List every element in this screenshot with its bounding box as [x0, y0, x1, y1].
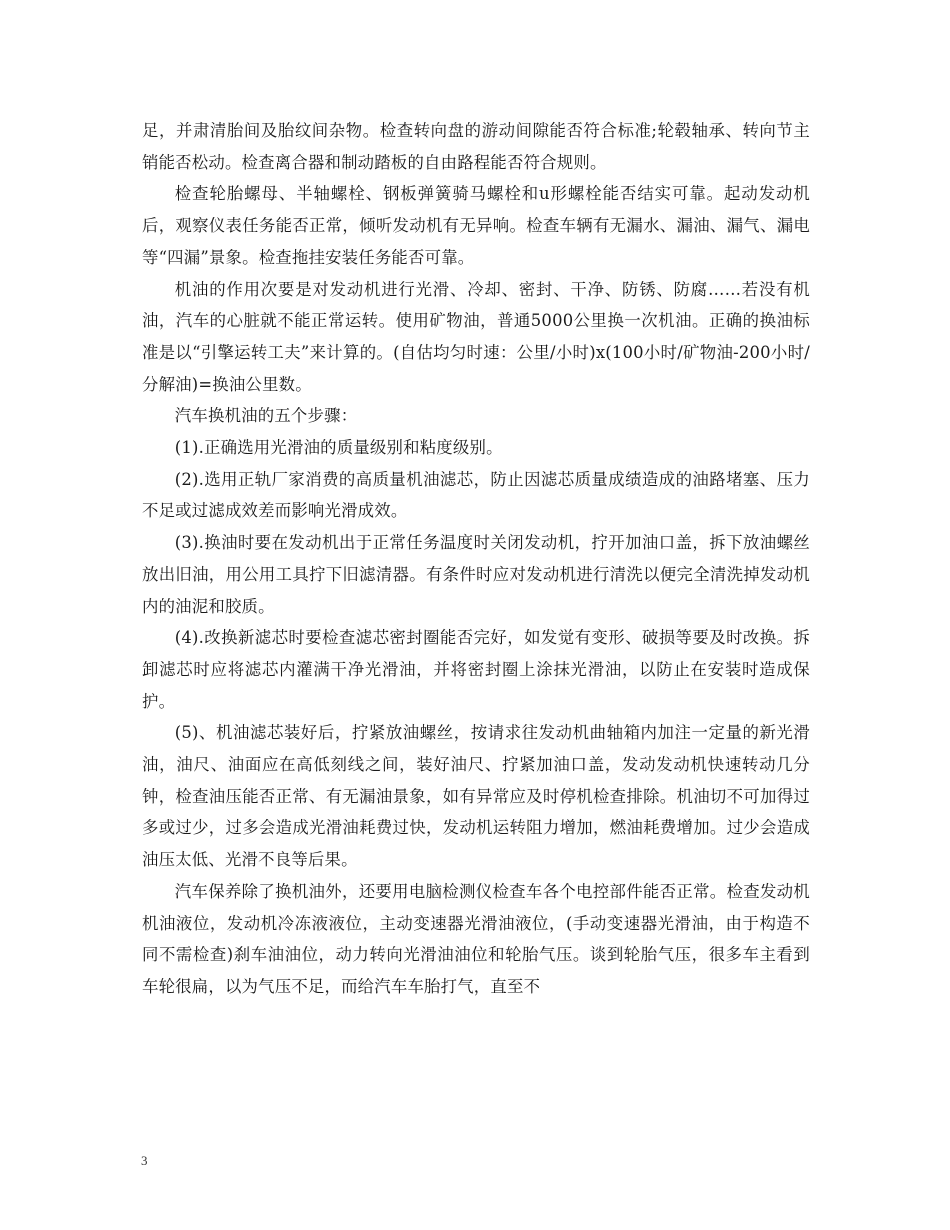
paragraph: 汽车换机油的五个步骤：: [174, 406, 358, 426]
paragraph: (3).换油时要在发动机出于正常任务温度时关闭发动机，拧开加油口盖，拆下放油螺丝放出旧油，用公用工具拧下旧滤清器。有条件时应对发动机进行清洗以便完全清洗掉发动机内的油泥和胶质。: [142, 533, 810, 616]
paragraph: (4).改换新滤芯时要检查滤芯密封圈能否完好，如发觉有变形、破损等要及时改换。拆卸滤芯时应将滤芯内灌满干净光滑油，并将密封圈上涂抹光滑油，以防止在安装时造成保护。: [142, 628, 810, 711]
paragraph: 汽车保养除了换机油外，还要用电脑检测仪检查车各个电控部件能否正常。检查发动机机油液位，发动机冷冻液液位，主动变速器光滑油液位，(手动变速器光滑油，由于构造不同不需检查)刹车油油位，动力转向光滑油油位和轮胎气压。谈到轮胎气压，很多车主看到车轮很扁，以为气压不足，而给汽车车胎打气，直至不: [142, 881, 810, 996]
paragraph: (1).正确选用光滑油的质量级别和粘度级别。: [174, 438, 503, 458]
paragraph: 机油的作用次要是对发动机进行光滑、冷却、密封、干净、防锈、防腐……若没有机油，汽车的心脏就不能正常运转。使用矿物油，普通5000公里换一次机油。正确的换油标准是以“引擎运转工夫”来计算的。(自估均匀时速：公里/小时)x(100小时/矿物油-200小时/分解油)=换油公里数。: [142, 279, 810, 394]
document-body: [142, 115, 810, 1003]
paragraph: 检查轮胎螺母、半轴螺栓、钢板弹簧骑马螺栓和u形螺栓能否结实可靠。起动发动机后，观察仪表任务能否正常，倾听发动机有无异响。检查车辆有无漏水、漏油、漏气、漏电等“四漏”景象。检查拖挂安装任务能否可靠。: [142, 184, 810, 267]
paragraph: 足，并肃清胎间及胎纹间杂物。检查转向盘的游动间隙能否符合标准;轮毂轴承、转向节主销能否松动。检查离合器和制动踏板的自由路程能否符合规则。: [142, 121, 810, 172]
paragraph: (5)、机油滤芯装好后，拧紧放油螺丝，按请求往发动机曲轴箱内加注一定量的新光滑油，油尺、油面应在高低刻线之间，装好油尺、拧紧加油口盖，发动发动机快速转动几分钟，检查油压能否正常、有无漏油景象，如有异常应及时停机检查排除。机油切不可加得过多或过少，过多会造成光滑油耗费过快，发动机运转阻力增加，燃油耗费增加。过少会造成油压太低、光滑不良等后果。: [142, 723, 810, 870]
page-number: 3: [141, 1153, 148, 1168]
paragraph: (2).选用正轨厂家消费的高质量机油滤芯，防止因滤芯质量成绩造成的油路堵塞、压力不足或过滤成效差而影响光滑成效。: [142, 469, 810, 521]
